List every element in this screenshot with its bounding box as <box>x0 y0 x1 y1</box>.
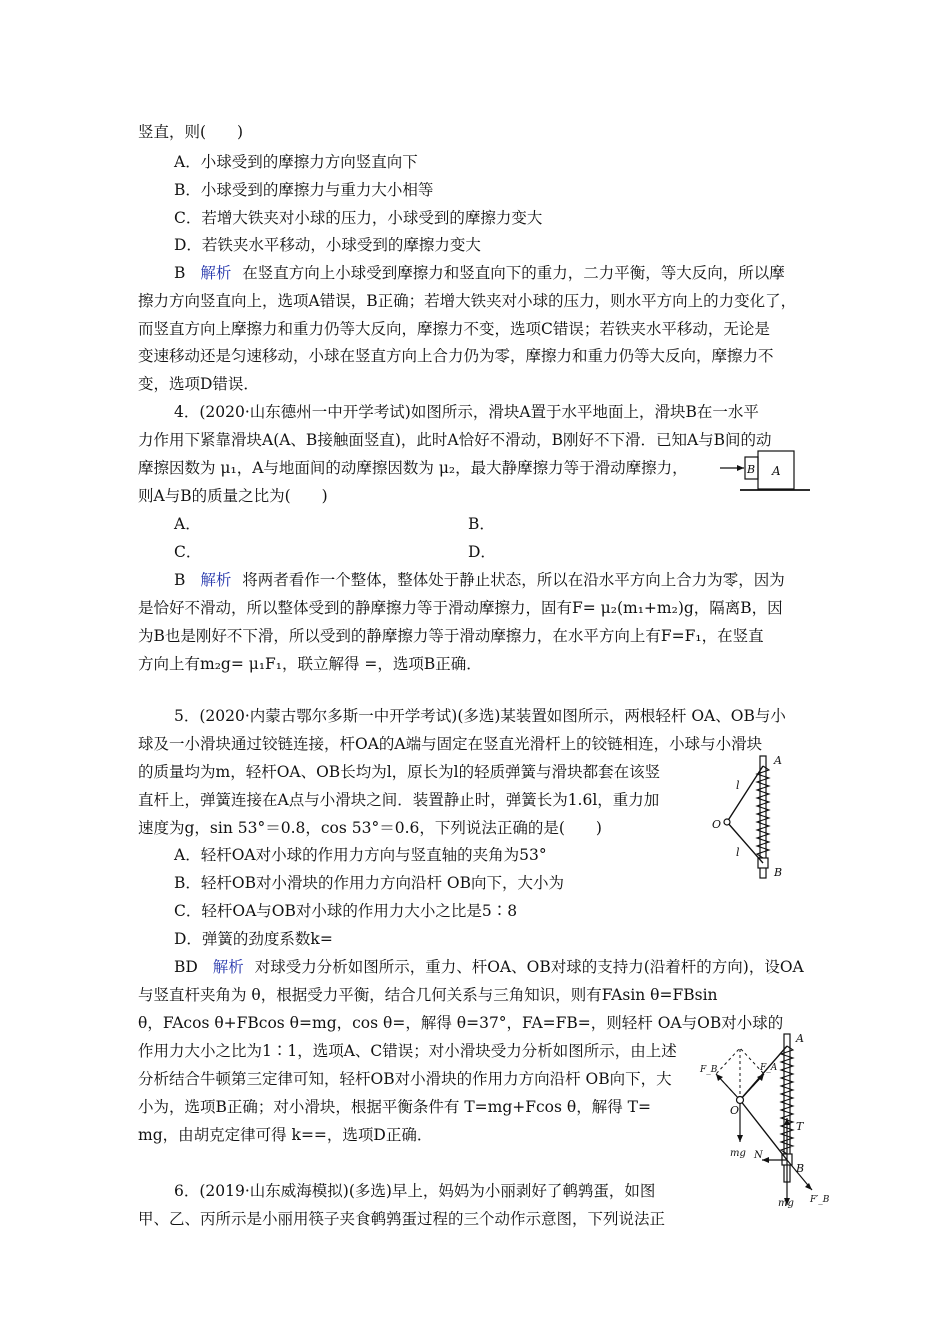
q3-analysis-label: 解析 <box>200 264 232 282</box>
q5-fig2-label-t: T <box>796 1120 804 1133</box>
q5-fig2-label-fa: F_A <box>760 1063 778 1073</box>
q5-figure-device <box>700 752 810 887</box>
q5-option-a: A．轻杆OA对小球的作用力方向与竖直轴的夹角为53° <box>174 846 547 864</box>
q3-analysis-first: 在竖直方向上小球受到摩擦力和竖直向下的重力，二力平衡，等大反向，所以摩 <box>242 264 785 282</box>
q5-analysis-line-3: θ，FAcos θ+FBcos θ=mg，cos θ=，解得 θ=37°，FA=FB=，则轻杆 OA与OB对小球的 <box>138 1014 784 1032</box>
q4-analysis-first: 将两者看作一个整体，整体处于静止状态，所以在沿水平方向上合力为零，因为 <box>242 571 785 589</box>
q3-option-a: A．小球受到的摩擦力方向竖直向下 <box>174 153 418 171</box>
q4-analysis-line-4: 方向上有m₂g= μ₁F₁，联立解得 =，选项B正确． <box>138 655 482 673</box>
q3-analysis-line-3: 而竖直方向上摩擦力和重力仍等大反向，摩擦力不变，选项C错误；若铁夹水平移动，无论是 <box>138 320 770 338</box>
q3-analysis-line-4: 变速移动还是匀速移动，小球在竖直方向上合力仍为零，摩擦力和重力仍等大反向，摩擦力不 <box>138 347 774 365</box>
q4-stem-line-1: 4．(2020·山东德州一中开学考试)如图所示，滑块A置于水平地面上，滑块B在一水平 <box>174 403 759 421</box>
q4-stem-line-3: 摩擦因数为 μ₁，A与地面间的动摩擦因数为 μ₂，最大静摩擦力等于滑动摩擦力， <box>138 459 688 477</box>
q4-figure-blocks <box>720 448 820 498</box>
q4-analysis-line-3: 为B也是刚好不下滑，所以受到的静摩擦力等于滑动摩擦力，在水平方向上有F=F₁，在竖直 <box>138 627 764 645</box>
q4-stem-line-4: 则A与B的质量之比为( ) <box>138 487 328 505</box>
q5-analysis-line-4: 作用力大小之比为1∶1，选项A、C错误；对小滑块受力分析如图所示，由上述 <box>138 1042 677 1060</box>
q4-answer: B <box>174 571 186 589</box>
q5-analysis-line-6: 小为，选项B正确；对小滑块，根据平衡条件有 T=mg+Fcos θ，解得 T= <box>138 1098 651 1116</box>
q4-stem-line-2: 力作用下紧靠滑块A(A、B接触面竖直)，此时A恰好不滑动，B刚好不下滑．已知A与B间的动 <box>138 431 772 449</box>
q5-fig2-label-a: A <box>796 1032 804 1045</box>
q5-analysis-first: 对球受力分析如图所示，重力、杆OA、OB对球的支持力(沿着杆的方向)，设OA <box>254 958 804 976</box>
q5-fig1-label-a: A <box>774 754 782 767</box>
q4-option-a: A． <box>174 515 201 533</box>
q5-stem-line-1: 5．(2020·内蒙古鄂尔多斯一中开学考试)(多选)某装置如图所示，两根轻杆 OA、OB与小 <box>174 707 786 725</box>
q5-fig2-label-n: N <box>754 1150 763 1161</box>
q4-analysis-line-1 <box>174 570 785 590</box>
q4-analysis-label: 解析 <box>200 571 232 589</box>
q5-analysis-line-7: mg，由胡克定律可得 k==，选项D正确． <box>138 1126 433 1144</box>
q5-answer: BD <box>174 958 198 976</box>
q5-fig2-label-b: B <box>796 1162 805 1175</box>
q3-option-b: B．小球受到的摩擦力与重力大小相等 <box>174 181 434 199</box>
q3-stem-tail: 竖直，则( ) <box>138 123 244 141</box>
q3-answer: B <box>174 264 186 282</box>
q5-figure-force-analysis <box>700 1030 830 1210</box>
q5-option-c: C．轻杆OA与OB对小球的作用力大小之比是5∶8 <box>174 902 518 920</box>
q5-fig2-label-fb: F_B <box>700 1065 718 1075</box>
q5-stem-line-5: 速度为g，sin 53°＝0.8，cos 53°＝0.6，下列说法正确的是( ) <box>138 819 602 837</box>
q5-fig2-label-mg-block: mg <box>778 1198 794 1209</box>
q5-fig2-label-mg-ball: mg <box>730 1148 746 1159</box>
q6-stem-line-1: 6．(2019·山东威海模拟)(多选)早上，妈妈为小丽剥好了鹌鹑蛋，如图 <box>174 1182 656 1200</box>
q4-option-b: B． <box>468 515 495 533</box>
q5-analysis-line-1 <box>174 957 804 977</box>
q4-option-c: C． <box>174 543 202 561</box>
q3-analysis-line-2: 擦力方向竖直向上，选项A错误，B正确；若增大铁夹对小球的压力，则水平方向上的力变化了， <box>138 292 797 310</box>
q5-analysis-label: 解析 <box>212 958 244 976</box>
q5-stem-line-4: 直杆上，弹簧连接在A点与小滑块之间．装置静止时，弹簧长为1.6l，重力加 <box>138 791 660 809</box>
q3-analysis-line-5: 变，选项D错误． <box>138 375 259 393</box>
q5-option-b: B．轻杆OB对小滑块的作用力方向沿杆 OB向下，大小为 <box>174 874 565 892</box>
q5-option-d: D．弹簧的劲度系数k= <box>174 930 333 948</box>
q5-fig1-label-b: B <box>774 866 783 879</box>
q3-option-c: C．若增大铁夹对小球的压力，小球受到的摩擦力变大 <box>174 209 543 227</box>
q3-option-d: D．若铁夹水平移动，小球受到的摩擦力变大 <box>174 236 481 254</box>
q6-stem-line-2: 甲、乙、丙所示是小丽用筷子夹食鹌鹑蛋过程的三个动作示意图，下列说法正 <box>138 1210 666 1228</box>
q5-fig1-label-o: O <box>712 818 722 831</box>
q5-analysis-line-5: 分析结合牛顿第三定律可知，轻杆OB对小滑块的作用力方向沿杆 OB向下，大 <box>138 1070 672 1088</box>
q4-figure-label-a: A <box>772 464 781 478</box>
q4-figure-label-b: B <box>747 463 756 476</box>
q4-analysis-line-2: 是恰好不滑动，所以整体受到的静摩擦力等于滑动摩擦力，固有F= μ₂(m₁+m₂)g，隔离B，因 <box>138 599 783 617</box>
q5-stem-line-2: 球及一小滑块通过铰链连接，杆OA的A端与固定在竖直光滑杆上的铰链相连，小球与小滑块 <box>138 735 763 753</box>
q5-fig1-label-l-bottom: l <box>736 846 740 859</box>
q5-fig1-label-l-top: l <box>736 779 740 792</box>
q4-option-d: D． <box>468 543 496 561</box>
q5-fig2-label-o: O <box>730 1104 740 1117</box>
q5-fig2-label-fb-prime: F′_B <box>810 1195 830 1205</box>
q5-analysis-line-2: 与竖直杆夹角为 θ，根据受力平衡，结合几何关系与三角知识，则有FAsin θ=FBsin <box>138 986 718 1004</box>
q5-stem-line-3: 的质量均为m，轻杆OA、OB长均为l，原长为l的轻质弹簧与滑块都套在该竖 <box>138 763 661 781</box>
q3-analysis-line-1 <box>174 263 785 283</box>
